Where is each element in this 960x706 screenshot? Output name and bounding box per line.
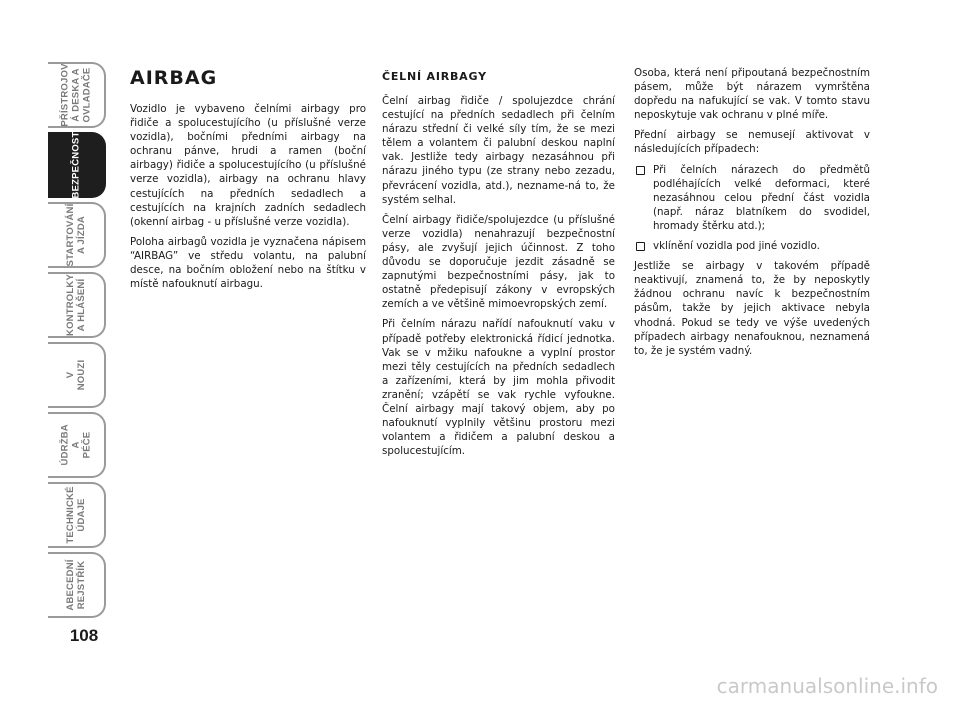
subsection-title: ČELNÍ AIRBAGY (382, 70, 487, 83)
tab-label: ÚDRŽBA A PÉČE (59, 424, 93, 466)
tab-label: V NOUZI (65, 359, 87, 391)
list-item-text: vklínění vozidla pod jiné vozidlo. (653, 240, 820, 253)
tab-startovani[interactable] (48, 202, 106, 268)
paragraph: Při čelním nárazu nařídí nafouknutí vaku v případě potřeby elektronická řídicí jednotka. Vak se v mžiku nafoukne a vyplní prostor mezi těly cestujících na předních sedadlech a zařízeními, která by jim mohla přivodit zranění; vzápětí se vak rychle vyfoukne. Čelní airbagy mají takový objem, aby po nafouknutí vyplnily většinu prostoru mezi volantem a řidičem a palubní deskou a spolucestujícím. (382, 318, 615, 458)
paragraph: Poloha airbagů vozidla je vyznačena nápisem “AIRBAG” ve středu volantu, na palubní desce, na bočním obložení nebo na štítku v místě nafouknutí airbagu. (130, 235, 366, 291)
tab-label: TECHNICKÉ ÚDAJE (65, 486, 87, 544)
tab-label: KONTROLKY A HLÁŠENÍ (65, 274, 87, 336)
tab-label: ABECEDNÍ REJSTŘÍK (65, 559, 87, 611)
paragraph: Jestliže se airbagy v takovém případě neaktivují, znamená to, že by neposkytly žádnou ochranu navíc k bezpečnostním pásům, takže by jejich aktivace nebyla vhodná. Pokud se tedy ve výše uvedených případech airbagy nenafouknou, neznamená to, že je systém vadný. (634, 260, 870, 357)
paragraph: Přední airbagy se nemusejí aktivovat v následujících případech: (634, 129, 870, 156)
tab-pristrojova-deska[interactable] (48, 62, 106, 128)
tab-technicke-udaje[interactable] (48, 482, 106, 548)
tab-label: BEZPEČNOST (70, 131, 82, 199)
column-3 (634, 66, 870, 364)
paragraph: Vozidlo je vybaveno čelními airbagy pro řidiče a spolucestujícího (u příslušné verze vozidla), bočními předními airbagy na ochranu pánve, hrudi a ramen (boční airbagy) řidiče a spolucestujícího (u příslušné verze vozidla), airbagy na ochranu hlavy cestujících na předních sedadlech a cestujících na krajních zadních sedadlech (okenní airbag - u příslušné verze vozidla). (130, 103, 366, 228)
page-number: 108 (69, 626, 99, 645)
column-2 (382, 66, 615, 464)
section-title: AIRBAG (130, 67, 218, 89)
column-1 (130, 66, 366, 297)
chapter-sidebar (48, 62, 106, 622)
tab-kontrolky[interactable] (48, 272, 106, 338)
tab-label: PŘÍSTROJOV Á DESKA A OVLADAČE (59, 63, 93, 127)
tab-label: STARTOVÁNÍ A JÍZDA (65, 203, 87, 267)
tab-v-nouzi[interactable] (48, 342, 106, 408)
paragraph: Čelní airbag řidiče / spolujezdce chrání cestující na předních sedadlech při čelním nárazu střední či velké síly tím, že se mezi tělem a volantem či palubní deskou naplní vak. Jestliže tedy airbagy nezasáhnou při nárazu jiného typu (ze strany nebo zezadu, převrácení vozidla, atd.), nezname-ná to, že systém selhal. (382, 95, 615, 206)
paragraph: Čelní airbagy řidiče/spolujezdce (u příslušné verze vozidla) nenahrazují bezpečnostní pásy, ale zvyšují jejich účinnost. Z toho důvodu se doporučuje jezdit zásadně se zapnutými bezpečnostními pásy, jak to ostatně předepisují zákony v evropských zemích a ve většině mimoevropských zemí. (382, 213, 615, 311)
checkbox-bullet-icon (636, 166, 645, 175)
paragraph: Osoba, která není připoutaná bezpečnostním pásem, může být nárazem vymrštěna dopředu na nafukující se vak. V tomto stavu neposkytuje vak ochranu v plné míře. (634, 67, 870, 122)
watermark: carmanualsonline.info (716, 674, 938, 698)
tab-abecedni-rejstrik[interactable] (48, 552, 106, 618)
tab-udrzba[interactable] (48, 412, 106, 478)
list-item (634, 239, 870, 253)
checkbox-bullet-icon (636, 242, 645, 251)
tab-bezpecnost[interactable] (48, 132, 106, 198)
list-item (634, 163, 870, 233)
list-item-text: Při čelních nárazech do předmětů podléhajících velké deformaci, které nezasáhnou celou přední část vozidla (např. náraz blatníkem do svodidel, hromady štěrku atd.); (653, 163, 870, 232)
